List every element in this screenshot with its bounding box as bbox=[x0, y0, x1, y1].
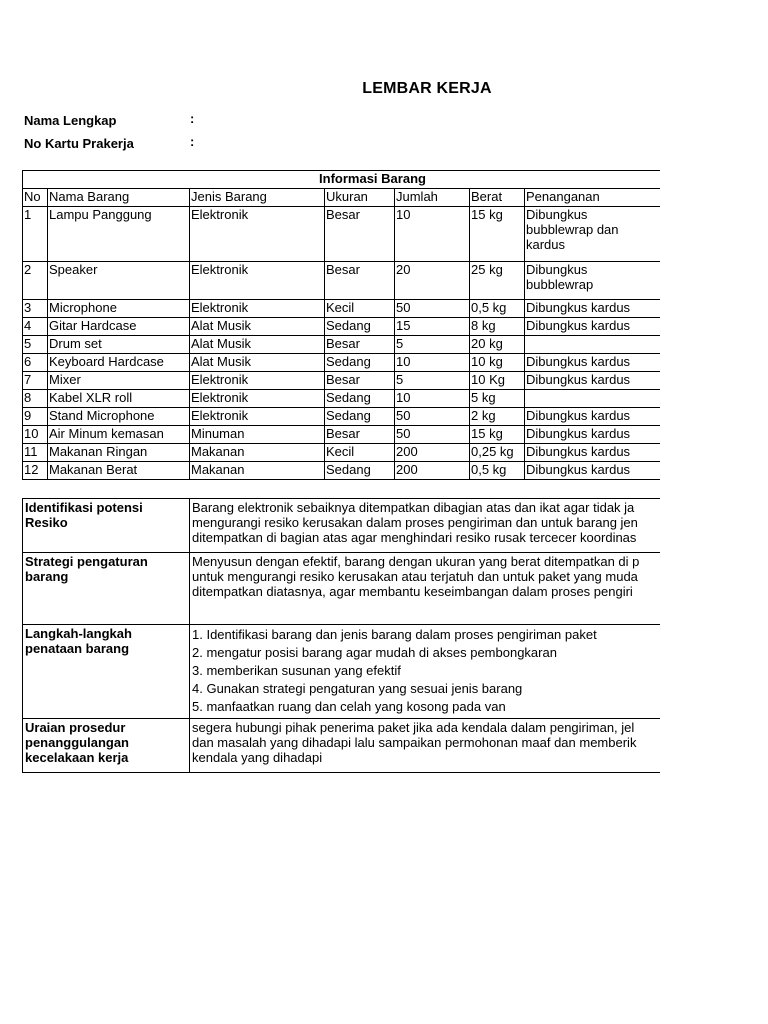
row-number: 2 bbox=[23, 262, 48, 300]
column-header: Jumlah bbox=[395, 189, 470, 207]
item-name: Air Minum kemasan bbox=[48, 426, 190, 444]
item-quantity: 5 bbox=[395, 372, 470, 390]
info-label-risk: Identifikasi potensi Resiko bbox=[23, 499, 190, 553]
info-label-steps: Langkah-langkah penataan barang bbox=[23, 625, 190, 719]
table-row bbox=[23, 354, 661, 372]
item-type: Makanan bbox=[190, 444, 325, 462]
item-weight: 25 kg bbox=[470, 262, 525, 300]
step-item: 2. mengatur posisi barang agar mudah di akses pembongkaran bbox=[192, 645, 557, 660]
item-handling: Dibungkus kardus bbox=[525, 354, 661, 372]
worksheet-content bbox=[22, 170, 660, 790]
row-number: 9 bbox=[23, 408, 48, 426]
text-line: ditempatkan di bagian atas agar menghindari resiko rusak tercecer koordinas bbox=[192, 530, 637, 545]
item-handling: Dibungkus kardus bbox=[525, 426, 661, 444]
text-line: mengurangi resiko kerusakan dalam proses pengiriman dan untuk barang jen bbox=[192, 515, 638, 530]
table-row bbox=[23, 300, 661, 318]
item-weight: 10 kg bbox=[470, 354, 525, 372]
item-type: Elektronik bbox=[190, 390, 325, 408]
field-colon-nama-lengkap: : bbox=[190, 111, 195, 126]
item-type: Elektronik bbox=[190, 408, 325, 426]
step-item: 1. Identifikasi barang dan jenis barang dalam proses pengiriman paket bbox=[192, 627, 597, 642]
row-number: 11 bbox=[23, 444, 48, 462]
row-number: 6 bbox=[23, 354, 48, 372]
item-quantity: 15 bbox=[395, 318, 470, 336]
row-number: 1 bbox=[23, 207, 48, 262]
column-header: No bbox=[23, 189, 48, 207]
item-weight: 10 Kg bbox=[470, 372, 525, 390]
item-weight: 0,5 kg bbox=[470, 300, 525, 318]
item-size: Besar bbox=[325, 262, 395, 300]
item-name: Microphone bbox=[48, 300, 190, 318]
info-label-procedure: Uraian prosedur penanggulangan kecelakaan kerja bbox=[23, 719, 190, 773]
step-item: 5. manfaatkan ruang dan celah yang kosong pada van bbox=[192, 699, 506, 714]
item-type: Makanan bbox=[190, 462, 325, 480]
text-line: segera hubungi pihak penerima paket jika ada kendala dalam pengiriman, jel bbox=[192, 720, 635, 735]
row-number: 7 bbox=[23, 372, 48, 390]
item-size: Sedang bbox=[325, 408, 395, 426]
item-size: Besar bbox=[325, 336, 395, 354]
item-size: Sedang bbox=[325, 354, 395, 372]
column-header: Berat bbox=[470, 189, 525, 207]
table-row bbox=[23, 462, 661, 480]
text-line: ditempatkan diatasnya, agar membantu keseimbangan dalam proses pengiri bbox=[192, 584, 633, 599]
items-table-header-row bbox=[23, 189, 661, 207]
text-line: untuk mengurangi resiko kerusakan atau terjatuh dan untuk paket yang muda bbox=[192, 569, 638, 584]
document-title: LEMBAR KERJA bbox=[362, 80, 492, 97]
item-type: Alat Musik bbox=[190, 318, 325, 336]
item-quantity: 50 bbox=[395, 300, 470, 318]
item-quantity: 10 bbox=[395, 207, 470, 262]
item-quantity: 50 bbox=[395, 408, 470, 426]
item-quantity: 10 bbox=[395, 354, 470, 372]
info-row-strategy bbox=[23, 553, 661, 625]
row-number: 5 bbox=[23, 336, 48, 354]
step-item: 3. memberikan susunan yang efektif bbox=[192, 663, 401, 678]
item-size: Kecil bbox=[325, 300, 395, 318]
item-quantity: 20 bbox=[395, 262, 470, 300]
row-number: 4 bbox=[23, 318, 48, 336]
item-type: Elektronik bbox=[190, 300, 325, 318]
item-handling: Dibungkus kardus bbox=[525, 408, 661, 426]
row-number: 10 bbox=[23, 426, 48, 444]
item-name: Speaker bbox=[48, 262, 190, 300]
field-label-nama-lengkap: Nama Lengkap bbox=[24, 113, 117, 128]
items-table-body bbox=[23, 207, 661, 480]
item-weight: 15 kg bbox=[470, 426, 525, 444]
column-header: Nama Barang bbox=[48, 189, 190, 207]
column-header: Jenis Barang bbox=[190, 189, 325, 207]
item-handling: Dibungkus kardus bbox=[525, 300, 661, 318]
item-size: Besar bbox=[325, 207, 395, 262]
item-type: Minuman bbox=[190, 426, 325, 444]
item-size: Besar bbox=[325, 426, 395, 444]
item-name: Makanan Ringan bbox=[48, 444, 190, 462]
item-name: Mixer bbox=[48, 372, 190, 390]
item-size: Besar bbox=[325, 372, 395, 390]
item-name: Makanan Berat bbox=[48, 462, 190, 480]
item-name: Keyboard Hardcase bbox=[48, 354, 190, 372]
text-line: kendala yang dihadapi bbox=[192, 750, 323, 765]
info-value-risk bbox=[190, 499, 661, 553]
item-type: Elektronik bbox=[190, 262, 325, 300]
info-row-procedure bbox=[23, 719, 661, 773]
items-table-title: Informasi Barang bbox=[23, 171, 661, 189]
row-number: 12 bbox=[23, 462, 48, 480]
step-item: 4. Gunakan strategi pengaturan yang sesuai jenis barang bbox=[192, 681, 523, 696]
info-value-procedure bbox=[190, 719, 661, 773]
item-size: Sedang bbox=[325, 318, 395, 336]
item-weight: 15 kg bbox=[470, 207, 525, 262]
table-row bbox=[23, 426, 661, 444]
column-header: Penanganan bbox=[525, 189, 661, 207]
table-row bbox=[23, 390, 661, 408]
item-weight: 0,25 kg bbox=[470, 444, 525, 462]
field-colon-no-kartu: : bbox=[190, 134, 195, 149]
table-row bbox=[23, 262, 661, 300]
text-line: Barang elektronik sebaiknya ditempatkan dibagian atas dan ikat agar tidak ja bbox=[192, 500, 635, 515]
info-table bbox=[22, 498, 660, 773]
item-type: Elektronik bbox=[190, 207, 325, 262]
item-handling bbox=[525, 390, 661, 408]
item-size: Sedang bbox=[325, 390, 395, 408]
items-table-title-row bbox=[23, 171, 661, 189]
item-weight: 20 kg bbox=[470, 336, 525, 354]
item-quantity: 50 bbox=[395, 426, 470, 444]
item-handling: Dibungkus kardus bbox=[525, 372, 661, 390]
item-handling: Dibungkus kardus bbox=[525, 462, 661, 480]
item-name: Drum set bbox=[48, 336, 190, 354]
field-label-no-kartu: No Kartu Prakerja bbox=[24, 136, 134, 151]
item-quantity: 10 bbox=[395, 390, 470, 408]
item-handling: Dibungkus kardus bbox=[525, 318, 661, 336]
info-value-steps bbox=[190, 625, 661, 719]
item-size: Kecil bbox=[325, 444, 395, 462]
item-quantity: 5 bbox=[395, 336, 470, 354]
item-name: Stand Microphone bbox=[48, 408, 190, 426]
table-row bbox=[23, 318, 661, 336]
table-row bbox=[23, 372, 661, 390]
info-row-steps bbox=[23, 625, 661, 719]
item-handling: Dibungkus kardus bbox=[525, 444, 661, 462]
item-name: Lampu Panggung bbox=[48, 207, 190, 262]
item-handling bbox=[525, 336, 661, 354]
item-size: Sedang bbox=[325, 462, 395, 480]
item-weight: 5 kg bbox=[470, 390, 525, 408]
items-table bbox=[22, 170, 660, 480]
item-quantity: 200 bbox=[395, 462, 470, 480]
item-weight: 0,5 kg bbox=[470, 462, 525, 480]
table-row bbox=[23, 408, 661, 426]
text-line: dan masalah yang dihadapi lalu sampaikan permohonan maaf dan memberik bbox=[192, 735, 637, 750]
info-label-strategy: Strategi pengaturan barang bbox=[23, 553, 190, 625]
table-row bbox=[23, 336, 661, 354]
item-type: Alat Musik bbox=[190, 354, 325, 372]
item-weight: 8 kg bbox=[470, 318, 525, 336]
info-value-strategy bbox=[190, 553, 661, 625]
item-type: Elektronik bbox=[190, 372, 325, 390]
text-line: Menyusun dengan efektif, barang dengan ukuran yang berat ditempatkan di p bbox=[192, 554, 640, 569]
row-number: 3 bbox=[23, 300, 48, 318]
info-row-risk bbox=[23, 499, 661, 553]
table-row bbox=[23, 207, 661, 262]
item-name: Gitar Hardcase bbox=[48, 318, 190, 336]
table-row bbox=[23, 444, 661, 462]
item-weight: 2 kg bbox=[470, 408, 525, 426]
item-type: Alat Musik bbox=[190, 336, 325, 354]
item-quantity: 200 bbox=[395, 444, 470, 462]
item-name: Kabel XLR roll bbox=[48, 390, 190, 408]
column-header: Ukuran bbox=[325, 189, 395, 207]
row-number: 8 bbox=[23, 390, 48, 408]
item-handling: Dibungkus bubblewrap dan kardus bbox=[525, 207, 661, 262]
item-handling: Dibungkus bubblewrap bbox=[525, 262, 661, 300]
